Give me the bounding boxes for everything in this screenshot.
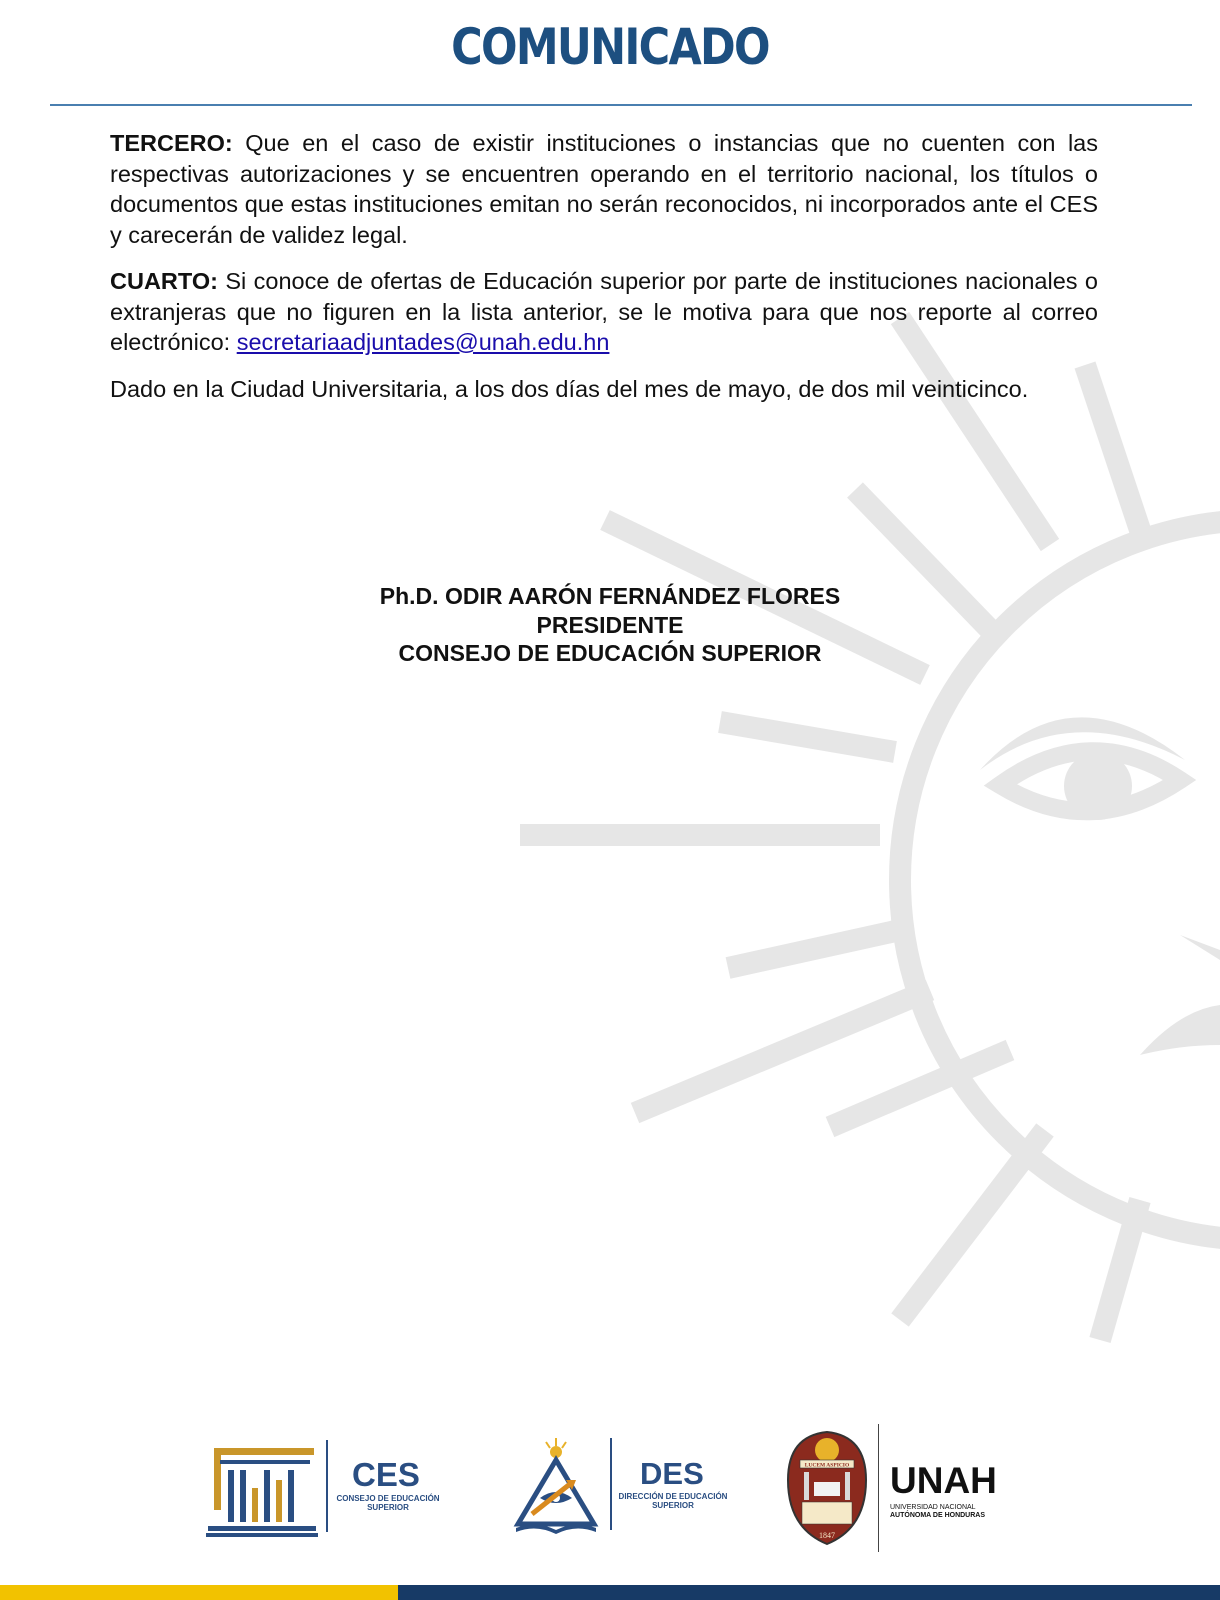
header-divider: [50, 104, 1192, 106]
des-subtitle: [612, 1492, 734, 1510]
ces-subtitle: [330, 1494, 446, 1512]
signatory-organization: CONSEJO DE EDUCACIÓN SUPERIOR: [398, 640, 822, 666]
signatory-role: PRESIDENTE: [536, 611, 684, 638]
paragraph-cuarto: [110, 266, 1098, 358]
paragraph-text: Si conoce de ofertas de Educación superior por parte de instituciones nacionales o extranjeras que no figuren en la lista anterior, se le motiva para que nos reporte al correo electrónico:: [110, 268, 1098, 355]
logo-divider: [326, 1440, 328, 1532]
des-subtitle-line1: DIRECCIÓN DE EDUCACIÓN: [618, 1492, 728, 1501]
triangle-eye-book-icon: [510, 1436, 602, 1536]
unah-subtitle: [890, 1504, 1030, 1520]
signatory-name: Ph.D. ODIR AARÓN FERNÁNDEZ FLORES: [379, 583, 841, 609]
footer-logos: [0, 1430, 1220, 1580]
document-title: COMUNICADO: [451, 18, 769, 76]
seal-motto: LUCEM ASPICIO: [804, 1462, 850, 1469]
closing-statement: Dado en la Ciudad Universitaria, a los dos días del mes de mayo, de dos mil veinticinco.: [110, 375, 1029, 402]
logo-divider: [610, 1438, 612, 1530]
des-acronym: DES: [640, 1456, 704, 1491]
ces-acronym: CES: [352, 1456, 420, 1493]
unah-acronym: UNAH: [890, 1460, 997, 1501]
signature-block: [0, 582, 1220, 668]
ces-subtitle-line2: SUPERIOR: [367, 1503, 409, 1512]
paragraph-lead: CUARTO:: [110, 268, 218, 294]
seal-year: 1847: [819, 1531, 835, 1540]
paragraph-text: Que en el caso de existir instituciones o instancias que no cuenten con las respectivas autorizaciones y se encuentren operando en el territorio nacional, los títulos o documentos que estas instituciones emitan no serán reconocidos, ni incorporados ante el CES y carecerán de validez legal.: [110, 130, 1098, 248]
ces-subtitle-line1: CONSEJO DE EDUCACIÓN: [336, 1494, 440, 1503]
unah-subtitle-line2: AUTÓNOMA DE HONDURAS: [890, 1512, 986, 1519]
paragraph-lead: TERCERO:: [110, 130, 233, 156]
paragraph-tercero: [110, 128, 1098, 250]
email-link[interactable]: secretariaadjuntades@unah.edu.hn: [236, 329, 610, 355]
document-body: [110, 128, 1098, 404]
unah-subtitle-line1: UNIVERSIDAD NACIONAL: [890, 1504, 976, 1511]
unah-seal-icon: [786, 1430, 868, 1546]
columns-building-icon: [206, 1440, 318, 1540]
footer-bar-blue: [398, 1585, 1220, 1600]
des-subtitle-line2: SUPERIOR: [652, 1501, 694, 1510]
footer-color-bar: [0, 1585, 1220, 1600]
footer-bar-gold: [0, 1585, 398, 1600]
logo-divider: [878, 1424, 879, 1552]
